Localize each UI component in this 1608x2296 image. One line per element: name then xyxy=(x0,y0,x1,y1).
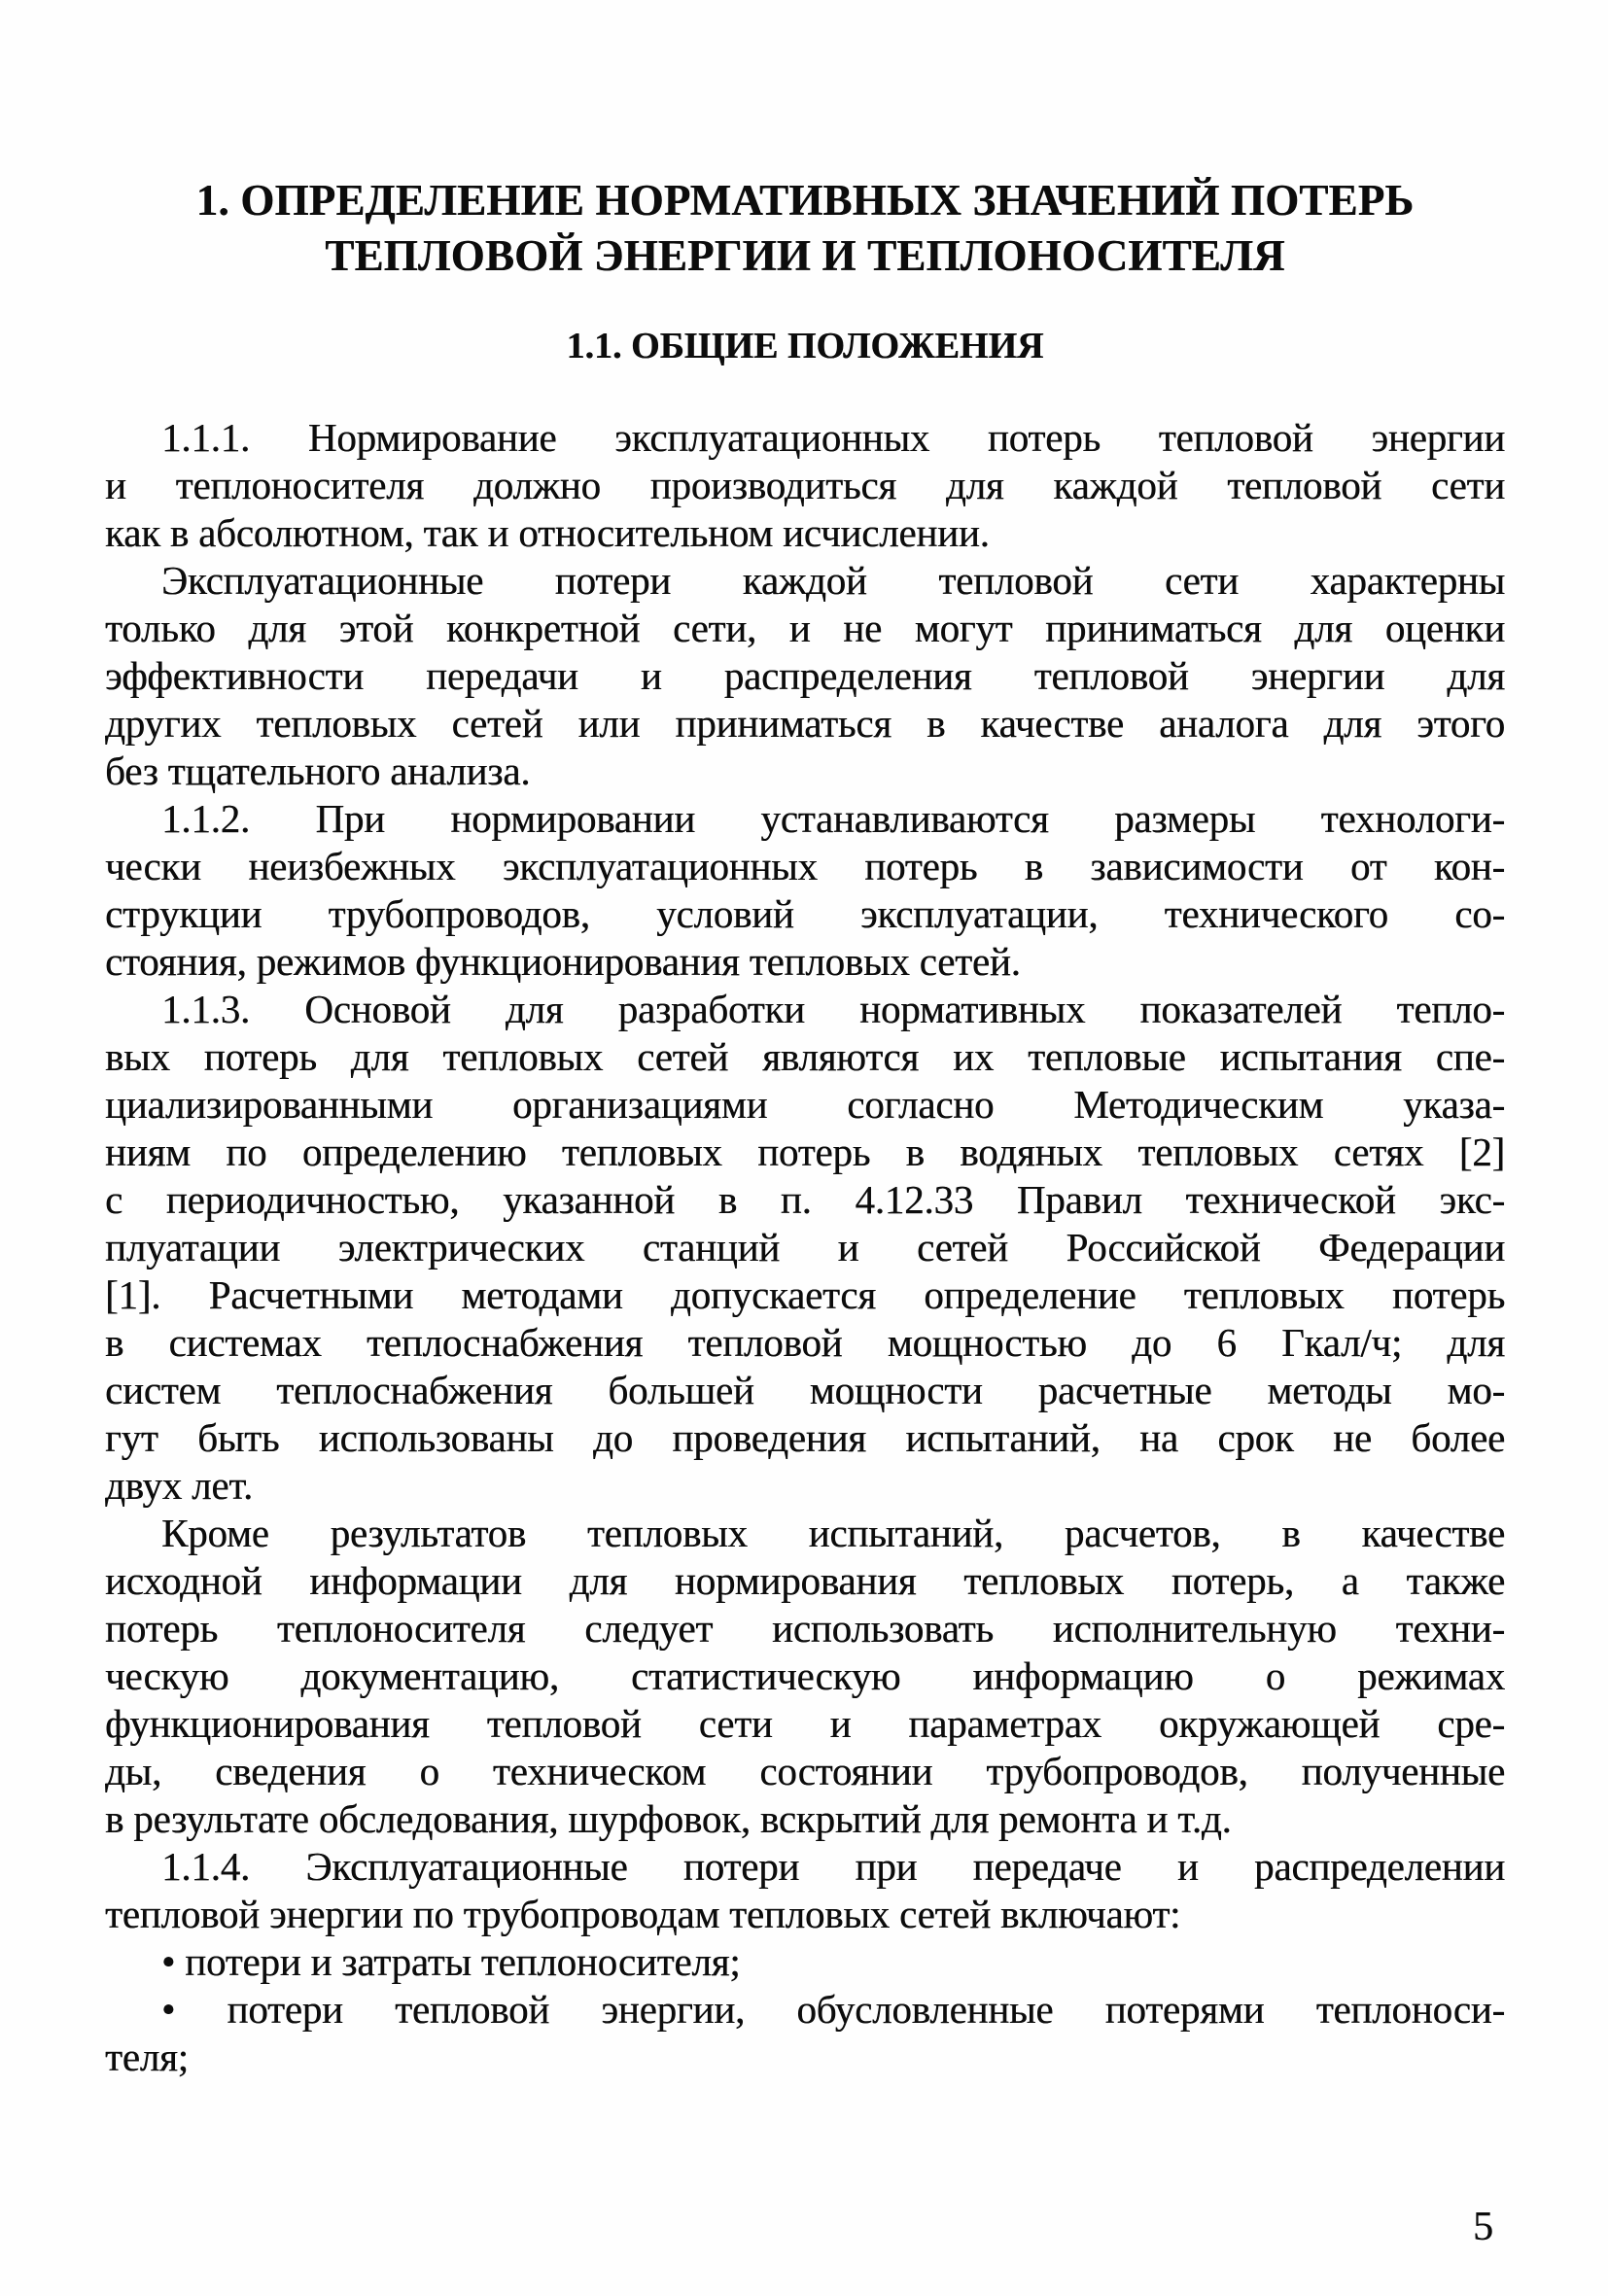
paragraph-5-line-4: ческую документацию, статистическую информацию о режимах xyxy=(105,1653,1505,1698)
paragraph-1-line-2: и теплоносителя должно производиться для каждой тепловой сети xyxy=(105,463,1505,507)
paragraph-3-line-4: стояния, режимов функционирования тепловых сетей. xyxy=(105,939,1021,984)
paragraph-5-line-6: ды, сведения о техническом состоянии трубопроводов, полученные xyxy=(105,1749,1505,1793)
paragraph-1-line-3: как в абсолютном, так и относительном исчислении. xyxy=(105,510,990,555)
paragraph-3-line-2: чески неизбежных эксплуатационных потерь в зависимости от кон- xyxy=(105,844,1505,888)
paragraph-7-line-1: • потери и затраты теплоносителя; xyxy=(161,1939,741,1984)
section-heading: 1.1. ОБЩИЕ ПОЛОЖЕНИЯ xyxy=(566,326,1044,366)
paragraph-8-line-2: теля; xyxy=(105,2035,189,2079)
body-text xyxy=(105,414,1505,2081)
paragraph-2-line-2: только для этой конкретной сети, и не могут приниматься для оценки xyxy=(105,606,1505,650)
chapter-title-line2: ТЕПЛОВОЙ ЭНЕРГИИ И ТЕПЛОНОСИТЕЛЯ xyxy=(325,231,1285,280)
paragraph-6-line-2: тепловой энергии по трубопроводам тепловых сетей включают: xyxy=(105,1892,1181,1936)
chapter-title xyxy=(105,173,1505,284)
paragraph-5-line-3: потерь теплоносителя следует использовать исполнительную техни- xyxy=(105,1606,1505,1651)
paragraph-5-line-7: в результате обследования, шурфовок, вскрытий для ремонта и т.д. xyxy=(105,1796,1232,1841)
paragraph-4-line-8: в системах теплоснабжения тепловой мощностью до 6 Гкал/ч; для xyxy=(105,1320,1505,1365)
paragraph-8-line-1: • потери тепловой энергии, обусловленные потерями теплоноси- xyxy=(161,1987,1505,2032)
paragraph-4-line-10: гут быть использованы до проведения испытаний, на срок не более xyxy=(105,1415,1505,1460)
paragraph-2-line-4: других тепловых сетей или приниматься в качестве аналога для этого xyxy=(105,701,1505,746)
paragraph-5-line-2: исходной информации для нормирования тепловых потерь, а также xyxy=(105,1558,1505,1603)
paragraph-3-line-3: струкции трубопроводов, условий эксплуатации, технического со- xyxy=(105,891,1505,936)
paragraph-3-line-1: 1.1.2. При нормировании устанавливаются размеры технологи- xyxy=(161,796,1505,841)
paragraph-5-line-5: функционирования тепловой сети и параметрах окружающей сре- xyxy=(105,1701,1505,1746)
paragraph-4-line-6: плуатации электрических станций и сетей Российской Федерации xyxy=(105,1225,1505,1270)
paragraph-4-line-4: ниям по определению тепловых потерь в водяных тепловых сетях [2] xyxy=(105,1130,1505,1174)
paragraph-4-line-5: с периодичностью, указанной в п. 4.12.33 Правил технической экс- xyxy=(105,1177,1505,1222)
paragraph-4-line-7: [1]. Расчетными методами допускается определение тепловых потерь xyxy=(105,1272,1505,1317)
paragraph-2-line-3: эффективности передачи и распределения тепловой энергии для xyxy=(105,653,1505,698)
paragraph-2-line-5: без тщательного анализа. xyxy=(105,748,531,793)
paragraph-4-line-1: 1.1.3. Основой для разработки нормативных показателей тепло- xyxy=(161,987,1505,1031)
paragraph-6-line-1: 1.1.4. Эксплуатационные потери при передаче и распределении xyxy=(161,1844,1505,1889)
chapter-title-line1: 1. ОПРЕДЕЛЕНИЕ НОРМАТИВНЫХ ЗНАЧЕНИЙ ПОТЕРЬ xyxy=(195,176,1415,225)
paragraph-4-line-2: вых потерь для тепловых сетей являются их тепловые испытания спе- xyxy=(105,1034,1505,1079)
page-number: 5 xyxy=(1473,2205,1493,2249)
paragraph-5-line-1: Кроме результатов тепловых испытаний, расчетов, в качестве xyxy=(161,1511,1505,1555)
paragraph-2-line-1: Эксплуатационные потери каждой тепловой сети характерны xyxy=(161,558,1505,603)
paragraph-4-line-11: двух лет. xyxy=(105,1463,254,1508)
paragraph-4-line-9: систем теплоснабжения большей мощности расчетные методы мо- xyxy=(105,1368,1505,1412)
paragraph-4-line-3: циализированными организациями согласно Методическим указа- xyxy=(105,1082,1505,1127)
paragraph-1-line-1: 1.1.1. Нормирование эксплуатационных потерь тепловой энергии xyxy=(161,415,1505,460)
